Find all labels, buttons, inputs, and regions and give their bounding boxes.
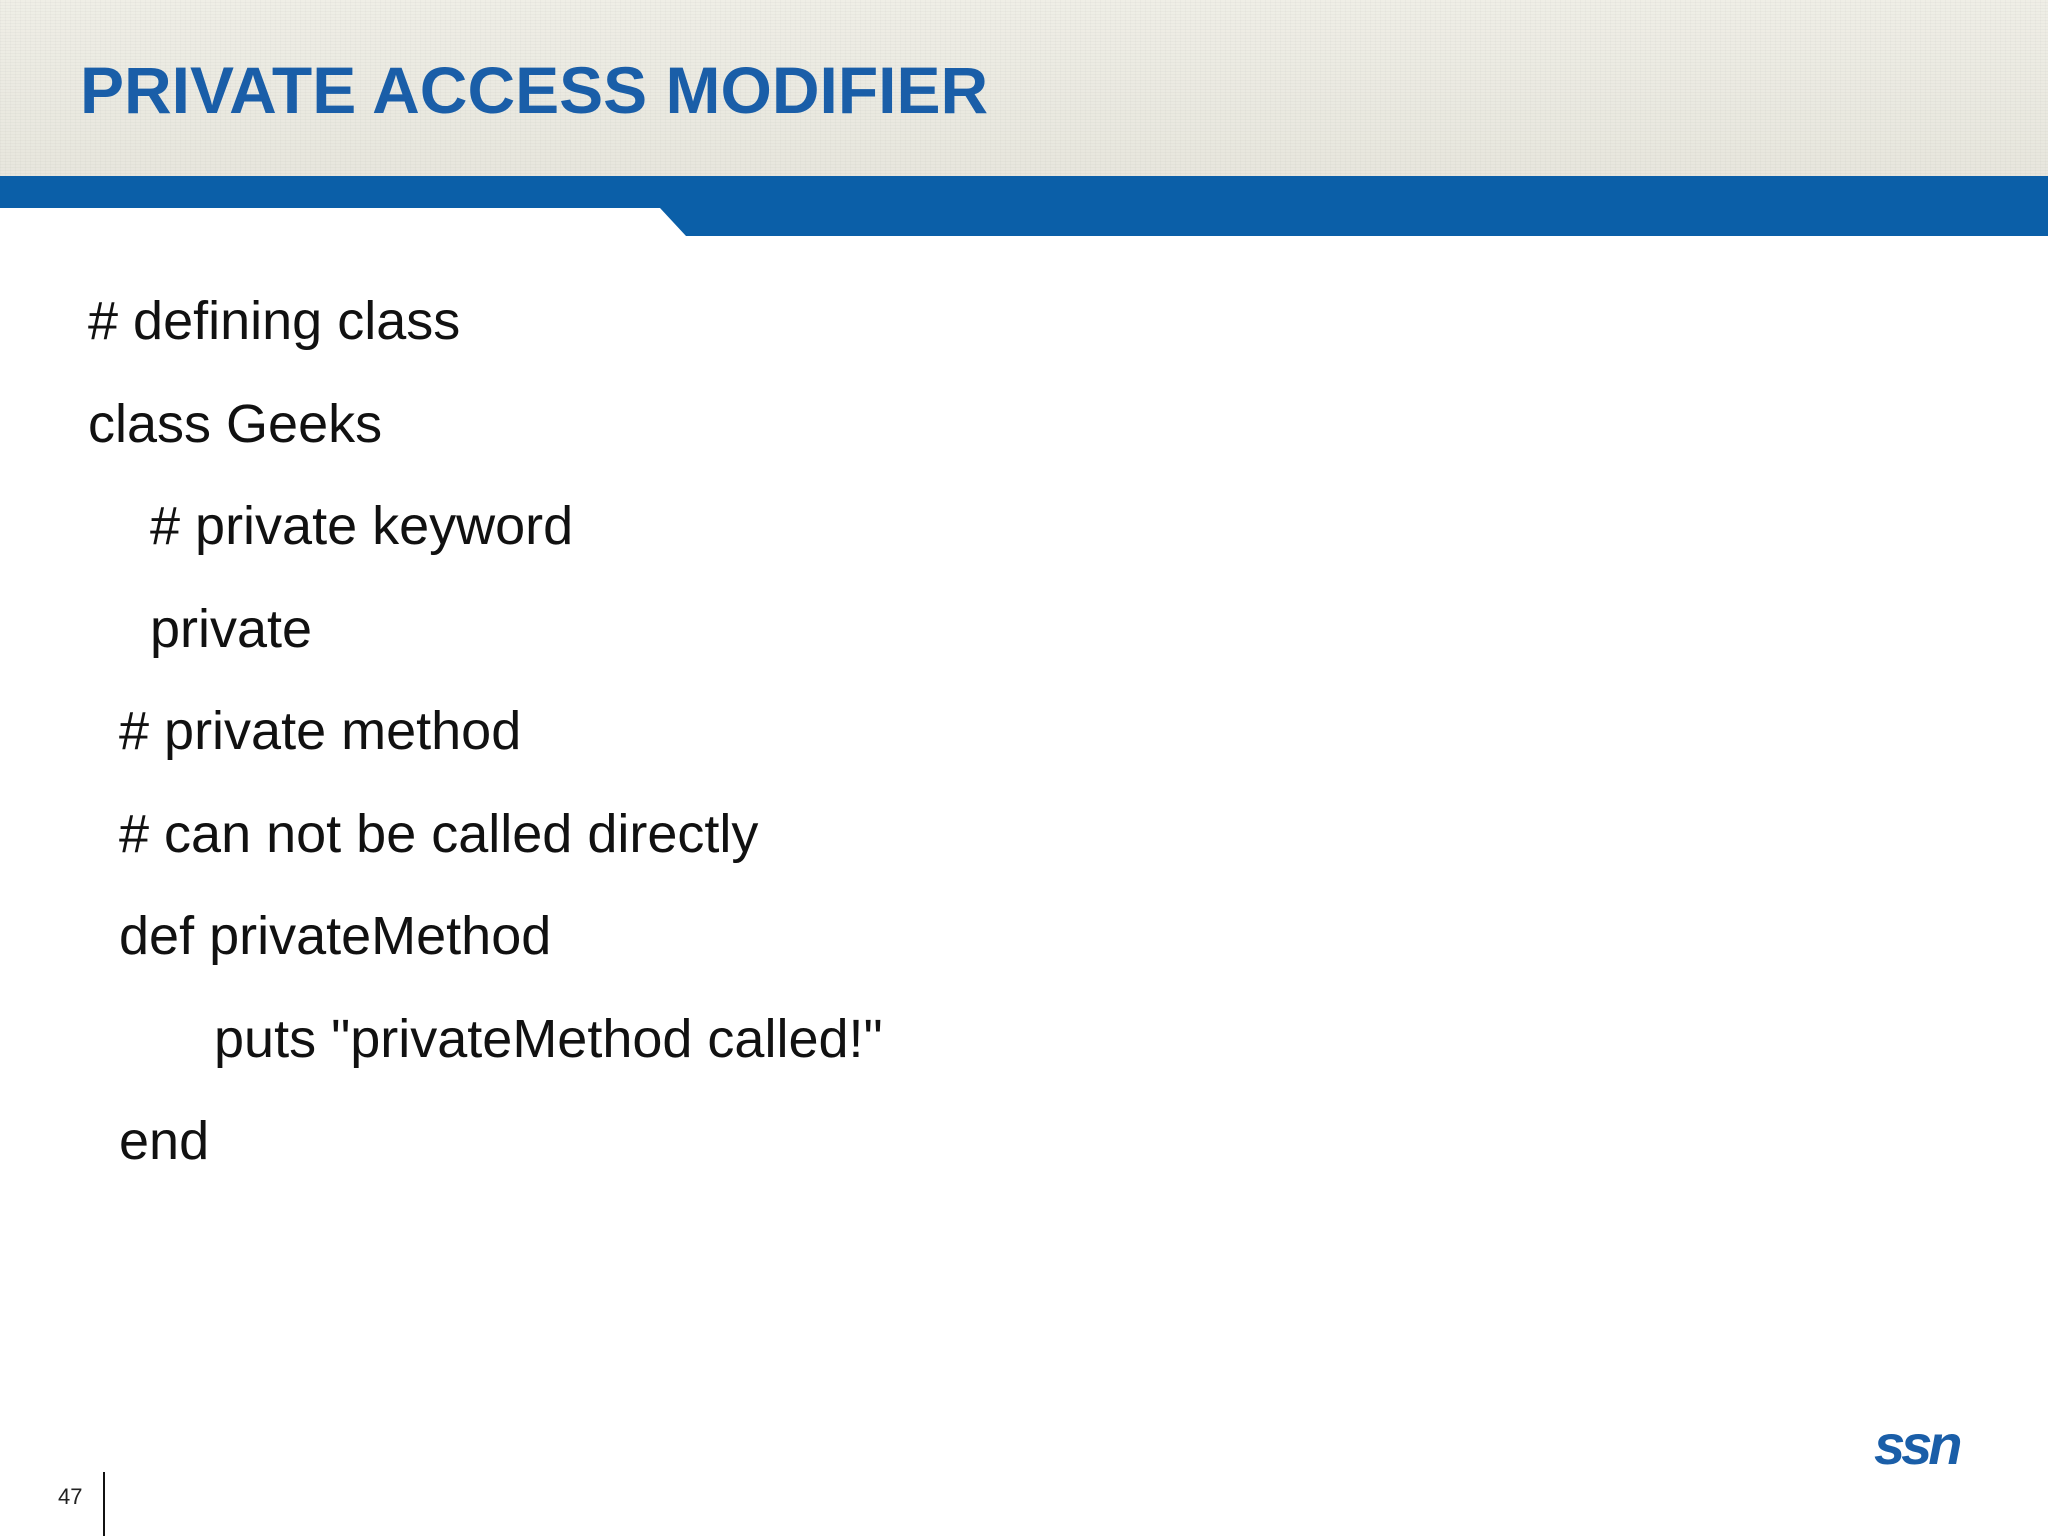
code-line-comment-cannot-call: # can not be called directly — [119, 804, 759, 864]
svg-text:ssn: ssn — [1874, 1420, 1959, 1472]
footer-divider — [103, 1472, 105, 1536]
header-banner — [0, 0, 2048, 180]
code-line-end: end — [119, 1111, 210, 1171]
code-line-comment-private-keyword: # private keyword — [150, 496, 574, 556]
header-band — [0, 176, 2048, 236]
code-line-puts: puts "privateMethod called!" — [214, 1009, 883, 1069]
code-line-class-declaration: class Geeks — [88, 394, 383, 454]
ssn-logo — [1872, 1420, 1982, 1472]
slide-title: PRIVATE ACCESS MODIFIER — [80, 53, 989, 127]
code-line-comment-private-method: # private method — [119, 701, 522, 761]
page-number: 47 — [58, 1484, 83, 1509]
code-line-def-method: def privateMethod — [119, 906, 552, 966]
code-line-comment-class: # defining class — [88, 291, 461, 351]
code-line-private-keyword: private — [150, 599, 313, 659]
